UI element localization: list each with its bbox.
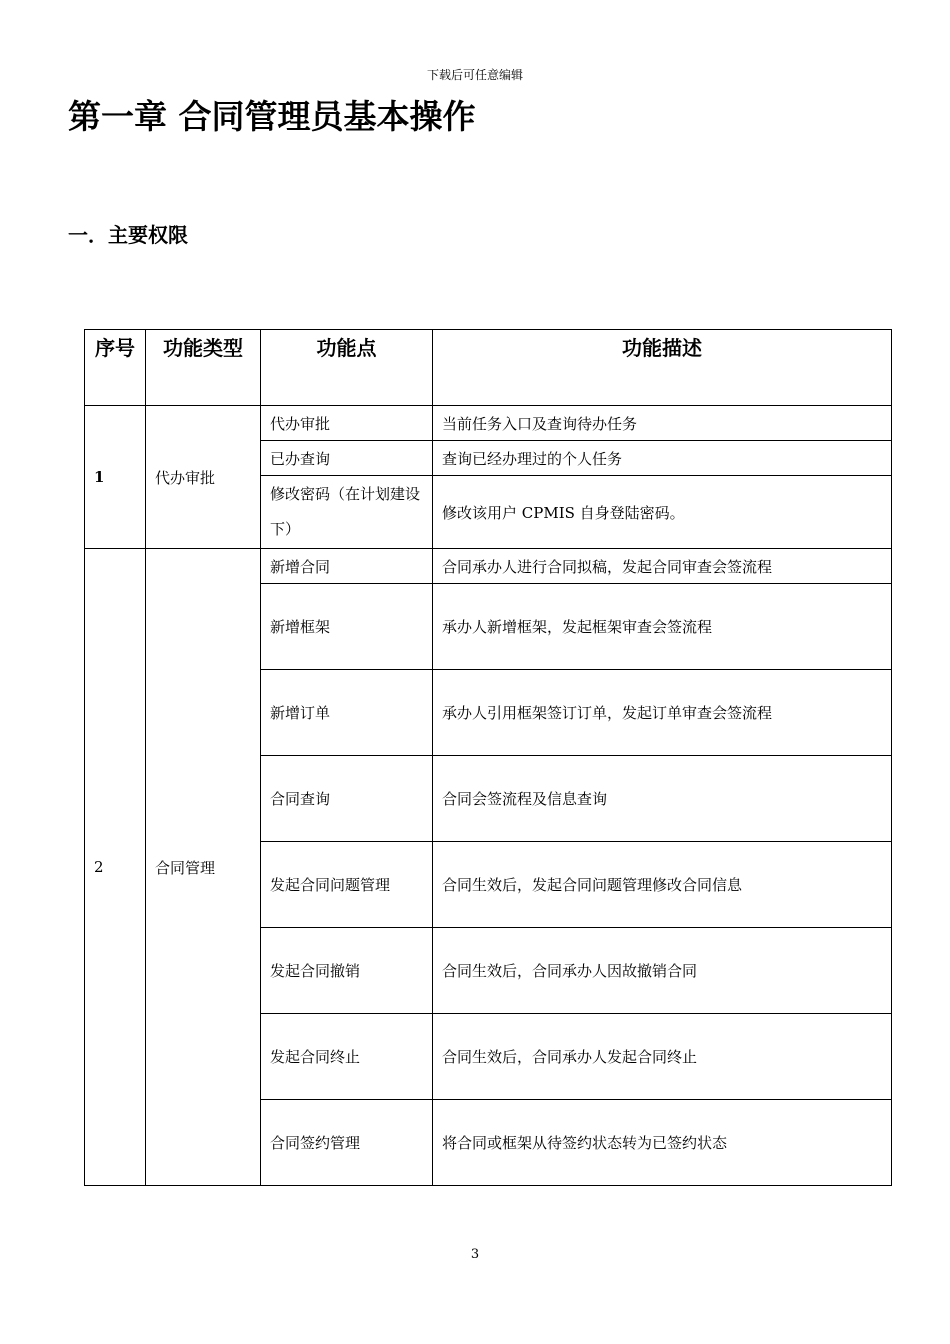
function-description: 承办人引用框架签订订单，发起订单审查会签流程 — [433, 670, 892, 756]
function-point: 已办查询 — [261, 441, 433, 476]
section-title: 一．主要权限 — [68, 223, 188, 247]
page-number: 3 — [470, 1247, 480, 1262]
function-point: 新增框架 — [261, 584, 433, 670]
group-type: 合同管理 — [146, 549, 261, 1186]
function-point: 代办审批 — [261, 406, 433, 441]
function-description: 合同承办人进行合同拟稿，发起合同审查会签流程 — [433, 549, 892, 584]
group-index: 2 — [85, 549, 146, 1186]
table-row — [85, 406, 892, 441]
header-index: 序号 — [85, 330, 146, 406]
header-note: 下载后可任意编辑 — [426, 68, 523, 82]
function-point: 新增订单 — [261, 670, 433, 756]
table-header-row — [85, 330, 892, 406]
function-description: 承办人新增框架，发起框架审查会签流程 — [433, 584, 892, 670]
function-description: 合同生效后，合同承办人发起合同终止 — [433, 1014, 892, 1100]
group-index: 1 — [85, 406, 146, 549]
function-point: 新增合同 — [261, 549, 433, 584]
function-point: 合同签约管理 — [261, 1100, 433, 1186]
function-description: 修改该用户 CPMIS 自身登陆密码。 — [433, 476, 892, 549]
permissions-table — [84, 329, 892, 1186]
table-row — [85, 549, 892, 584]
header-description: 功能描述 — [433, 330, 892, 406]
group-type: 代办审批 — [146, 406, 261, 549]
function-description: 合同生效后，合同承办人因故撤销合同 — [433, 928, 892, 1014]
function-point: 发起合同终止 — [261, 1014, 433, 1100]
header-point: 功能点 — [261, 330, 433, 406]
function-description: 当前任务入口及查询待办任务 — [433, 406, 892, 441]
function-description: 将合同或框架从待签约状态转为已签约状态 — [433, 1100, 892, 1186]
function-description: 查询已经办理过的个人任务 — [433, 441, 892, 476]
function-point: 合同查询 — [261, 756, 433, 842]
chapter-title: 第一章 合同管理员基本操作 — [68, 97, 476, 136]
function-description: 合同会签流程及信息查询 — [433, 756, 892, 842]
function-point: 发起合同撤销 — [261, 928, 433, 1014]
function-point: 发起合同问题管理 — [261, 842, 433, 928]
header-type: 功能类型 — [146, 330, 261, 406]
function-description: 合同生效后，发起合同问题管理修改合同信息 — [433, 842, 892, 928]
function-point: 修改密码（在计划建设下） — [261, 476, 433, 549]
